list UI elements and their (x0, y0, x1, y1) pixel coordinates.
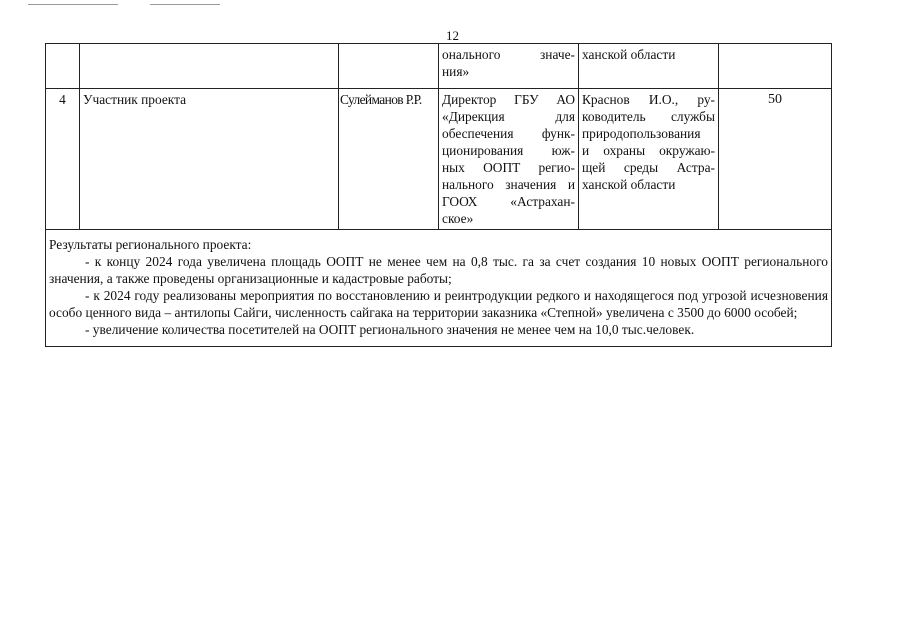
table-row-continued (46, 44, 832, 89)
supervisor-line: щей среды Астра- (582, 160, 715, 175)
supervisor-line: ководитель службы (582, 109, 715, 124)
results-cell (46, 230, 832, 347)
supervisor-line: и охраны окружаю- (582, 143, 715, 158)
project-participants-table (45, 43, 832, 347)
results-item: - к 2024 году реализованы мероприятия по восстановлению и реинтродукции редкого и находящегося под угрозой исчезновения особо ценного вида – антилопы Сайги, численность сайгака на территории заказника «Степной» увеличена с 3500 до 6000 особей; (49, 288, 828, 320)
supervisor-line: ханской области (582, 47, 676, 62)
position-line: ния» (442, 64, 470, 79)
table-row (46, 89, 832, 230)
position-line: ГООХ «Астрахан- (442, 194, 575, 209)
supervisor-line: ханской области (582, 177, 676, 192)
cell-position (439, 44, 579, 89)
scan-artifact-left (28, 4, 118, 5)
supervisor-line: Краснов И.О., ру- (582, 92, 715, 107)
results-title: Результаты регионального проекта: (49, 237, 252, 252)
supervisor-line: природопользования (582, 126, 701, 141)
position-line: онального значе- (442, 47, 575, 62)
position-line: ных ООПТ регио- (442, 160, 575, 175)
cell-person (339, 44, 439, 89)
position-line: обеспечения функ- (442, 126, 575, 141)
cell-position (439, 89, 579, 230)
position-line: Директор ГБУ АО (442, 92, 575, 107)
cell-supervisor (579, 89, 719, 230)
position-line: нального значения и (442, 177, 575, 192)
position-line: ское» (442, 211, 474, 226)
results-item: - к концу 2024 года увеличена площадь ООПТ не менее чем на 0,8 тыс. га за счет создания 10 новых ООПТ регионального значения, а также проведены организационные и кадастровые работы; (49, 254, 828, 286)
position-line: «Дирекция для (442, 109, 575, 124)
cell-number: 4 (46, 89, 80, 230)
results-item: - увеличение количества посетителей на ООПТ регионального значения не менее чем на 10,0 тыс.человек. (85, 322, 695, 337)
scan-artifact-right (150, 4, 220, 5)
results-row (46, 230, 832, 347)
cell-number (46, 44, 80, 89)
cell-role (80, 44, 339, 89)
cell-share (719, 44, 832, 89)
cell-role: Участник проекта (80, 89, 339, 230)
page-number: 12 (446, 28, 459, 43)
cell-supervisor (579, 44, 719, 89)
cell-share: 50 (719, 89, 832, 230)
position-line: ционирования юж- (442, 143, 575, 158)
cell-person: Сулейманов Р.Р. (339, 89, 439, 230)
